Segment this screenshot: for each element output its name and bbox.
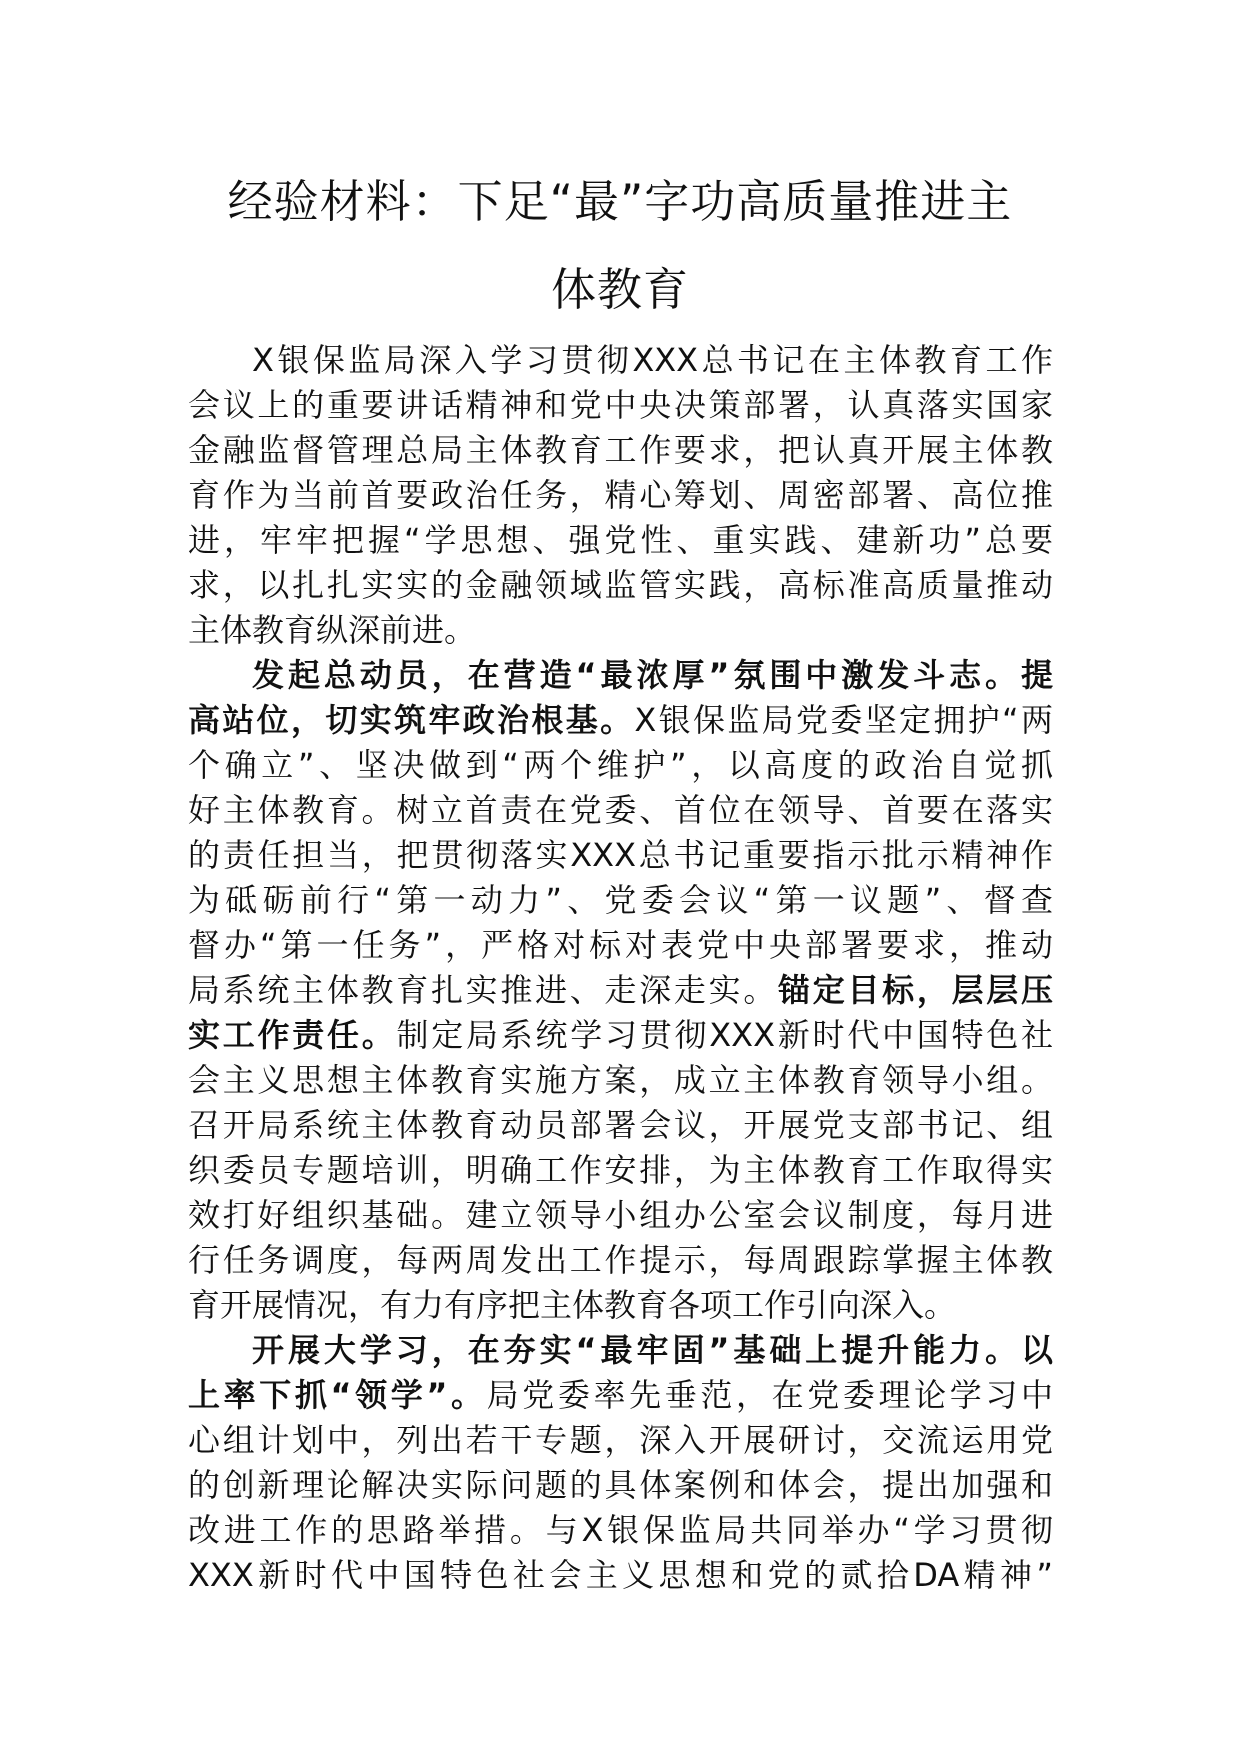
bold-heading-text: 上率下抓“领学”。: [188, 1376, 487, 1414]
body-line: [188, 383, 1053, 428]
body-text: 心组计划中，列出若干专题，深入开展研讨，交流运用党: [188, 1421, 1053, 1459]
body-text: 育开展情况，有力有序把主体教育各项工作引向深入。: [188, 1286, 957, 1324]
body-line: [188, 428, 1053, 473]
body-text: 织委员专题培训，明确工作安排，为主体教育工作取得实: [188, 1151, 1053, 1189]
document-title-line-2: 体教育: [550, 263, 689, 316]
body-text: 的创新理论解决实际问题的具体案例和体会，提出加强和: [188, 1466, 1053, 1504]
bold-heading-text: 发起总动员，在营造“最浓厚”氛围中激发斗志。提: [252, 656, 1053, 694]
body-text: 为砥砺前行“第一动力”、党委会议“第一议题”、督查: [188, 881, 1053, 919]
body-text: 进，牢牢把握“学思想、强党性、重实践、建新功”总要: [188, 521, 1053, 559]
body-text: 会主义思想主体教育实施方案，成立主体教育领导小组。: [188, 1061, 1053, 1099]
body-text: 会议上的重要讲话精神和党中央决策部署，认真落实国家: [188, 386, 1053, 424]
body-line: [188, 1148, 1053, 1193]
body-line: [188, 1553, 1053, 1598]
body-line: [188, 1418, 1053, 1463]
body-text: 效打好组织基础。建立领导小组办公室会议制度，每月进: [188, 1196, 1053, 1234]
body-text: 制定局系统学习贯彻XXX新时代中国特色社: [396, 1016, 1053, 1054]
bold-heading-text: 实工作责任。: [188, 1016, 397, 1054]
bold-heading-text: 锚定目标，层层压: [778, 971, 1053, 1009]
body-line: [188, 1463, 1053, 1508]
body-line: [188, 1283, 1053, 1328]
bold-heading-text: 高站位，切实筑牢政治根基。: [188, 701, 635, 739]
body-line: [188, 1058, 1053, 1103]
body-line: [188, 473, 1053, 518]
document-title-line-1: 经验材料：下足“最”字功高质量推进主: [227, 175, 1013, 228]
body-text: X银保监局党委坚定拥护“两: [634, 701, 1053, 739]
body-line: [188, 698, 1053, 743]
body-line: [188, 1508, 1053, 1553]
body-text: 改进工作的思路举措。与X银保监局共同举办“学习贯彻: [188, 1511, 1053, 1549]
body-line: [188, 1328, 1053, 1373]
body-text: 督办“第一任务”，严格对标对表党中央部署要求，推动: [188, 926, 1053, 964]
body-text: 金融监督管理总局主体教育工作要求，把认真开展主体教: [188, 431, 1053, 469]
body-text: 育作为当前首要政治任务，精心筹划、周密部署、高位推: [188, 476, 1053, 514]
body-line: [188, 1013, 1053, 1058]
body-line: [188, 608, 1053, 653]
bold-heading-text: 开展大学习，在夯实“最牢固”基础上提升能力。以: [252, 1331, 1053, 1369]
body-line: [188, 1238, 1053, 1283]
body-line: [188, 563, 1053, 608]
body-line: [188, 1193, 1053, 1238]
document-body: [188, 338, 1053, 1598]
body-text: 局党委率先垂范，在党委理论学习中: [486, 1376, 1053, 1414]
body-text: 的责任担当，把贯彻落实XXX总书记重要指示批示精神作: [188, 836, 1053, 874]
body-text: 个确立”、坚决做到“两个维护”，以高度的政治自觉抓: [188, 746, 1053, 784]
body-line: [188, 1373, 1053, 1418]
body-text: 行任务调度，每两周发出工作提示，每周跟踪掌握主体教: [188, 1241, 1053, 1279]
body-line: [188, 653, 1053, 698]
body-text: 主体教育纵深前进。: [188, 611, 477, 649]
body-line: [188, 878, 1053, 923]
body-line: [188, 788, 1053, 833]
body-line: [188, 338, 1053, 383]
body-text: 好主体教育。树立首责在党委、首位在领导、首要在落实: [188, 791, 1053, 829]
body-line: [188, 743, 1053, 788]
body-text: 召开局系统主体教育动员部署会议，开展党支部书记、组: [188, 1106, 1053, 1144]
body-line: [188, 968, 1053, 1013]
body-line: [188, 923, 1053, 968]
body-text: 求，以扎扎实实的金融领域监管实践，高标准高质量推动: [188, 566, 1053, 604]
body-text: XXX新时代中国特色社会主义思想和党的贰拾DA精神”: [188, 1556, 1053, 1594]
body-text: 局系统主体教育扎实推进、走深走实。: [188, 971, 779, 1009]
body-line: [188, 1103, 1053, 1148]
body-text: X银保监局深入学习贯彻XXX总书记在主体教育工作: [252, 341, 1053, 379]
body-line: [188, 833, 1053, 878]
body-line: [188, 518, 1053, 563]
